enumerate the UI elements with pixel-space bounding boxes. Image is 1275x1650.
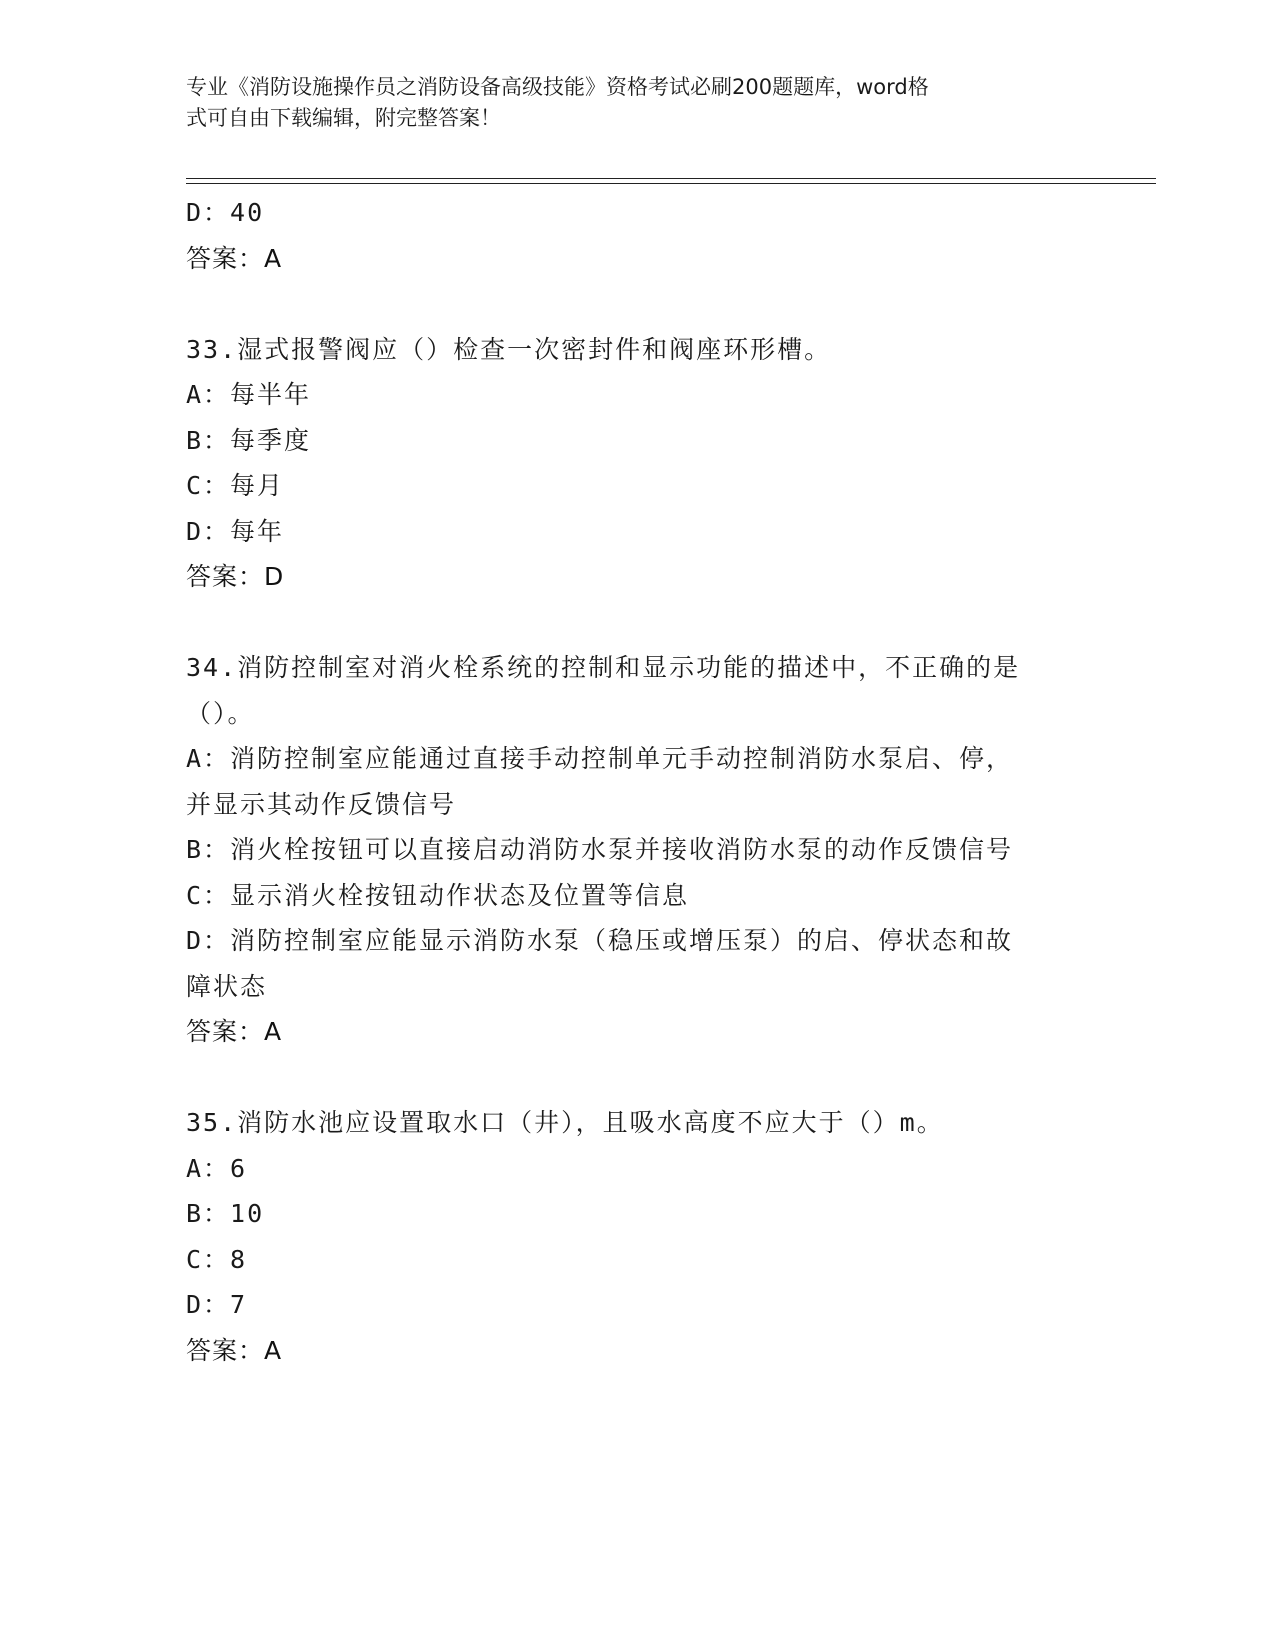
- q34-option-b: B：消火栓按钮可以直接启动消防水泵并接收消防水泵的动作反馈信号: [186, 835, 1014, 864]
- question-block-34: [186, 645, 1086, 1055]
- q34-option-a-line-1: A：消防控制室应能通过直接手动控制单元手动控制消防水泵启、停，: [186, 744, 1014, 773]
- q34-option-d-line-2: 障状态: [186, 971, 268, 1001]
- q33-option-b: B：每季度: [186, 425, 312, 455]
- q34-question-line-1: 34.消防控制室对消火栓系统的控制和显示功能的描述中，不正确的是: [186, 653, 1021, 682]
- q35-option-d: D：7: [186, 1290, 248, 1319]
- header-divider-bottom: [186, 183, 1156, 184]
- q35-answer: 答案：A: [186, 1335, 283, 1365]
- question-block-33: [186, 327, 1086, 600]
- question-block-32: [186, 190, 1086, 281]
- q33-option-a: A：每半年: [186, 380, 312, 409]
- document-header: [186, 72, 1066, 134]
- q33-option-c: C：每月: [186, 471, 285, 500]
- q34-option-c: C：显示消火栓按钮动作状态及位置等信息: [186, 880, 690, 910]
- q35-option-a: A：6: [186, 1153, 248, 1183]
- header-line-1: 专业《消防设施操作员之消防设备高级技能》资格考试必刷200题题库，word格: [186, 75, 929, 99]
- q32-answer: 答案：A: [186, 243, 283, 273]
- spacer: [186, 600, 1086, 646]
- q34-option-a-line-2: 并显示其动作反馈信号: [186, 789, 457, 819]
- question-list: [186, 190, 1086, 1373]
- q35-option-b: B：10: [186, 1199, 265, 1228]
- q35-option-c: C：8: [186, 1244, 248, 1274]
- q34-answer: 答案：A: [186, 1017, 283, 1046]
- q34-question-line-2: （）。: [186, 698, 255, 728]
- q33-option-d: D：每年: [186, 516, 285, 546]
- q35-question: 35.消防水池应设置取水口（井），且吸水高度不应大于（）m。: [186, 1108, 944, 1137]
- q32-option-d: D：40: [186, 198, 265, 227]
- q33-answer: 答案：D: [186, 562, 285, 591]
- header-divider-top: [186, 178, 1156, 179]
- header-line-2: 式可自由下载编辑，附完整答案！: [186, 106, 501, 130]
- spacer: [186, 1055, 1086, 1101]
- q34-option-d-line-1: D：消防控制室应能显示消防水泵（稳压或增压泵）的启、停状态和故: [186, 926, 1014, 955]
- question-block-35: [186, 1100, 1086, 1373]
- spacer: [186, 281, 1086, 327]
- q33-question: 33.湿式报警阀应（）检查一次密封件和阀座环形槽。: [186, 334, 832, 364]
